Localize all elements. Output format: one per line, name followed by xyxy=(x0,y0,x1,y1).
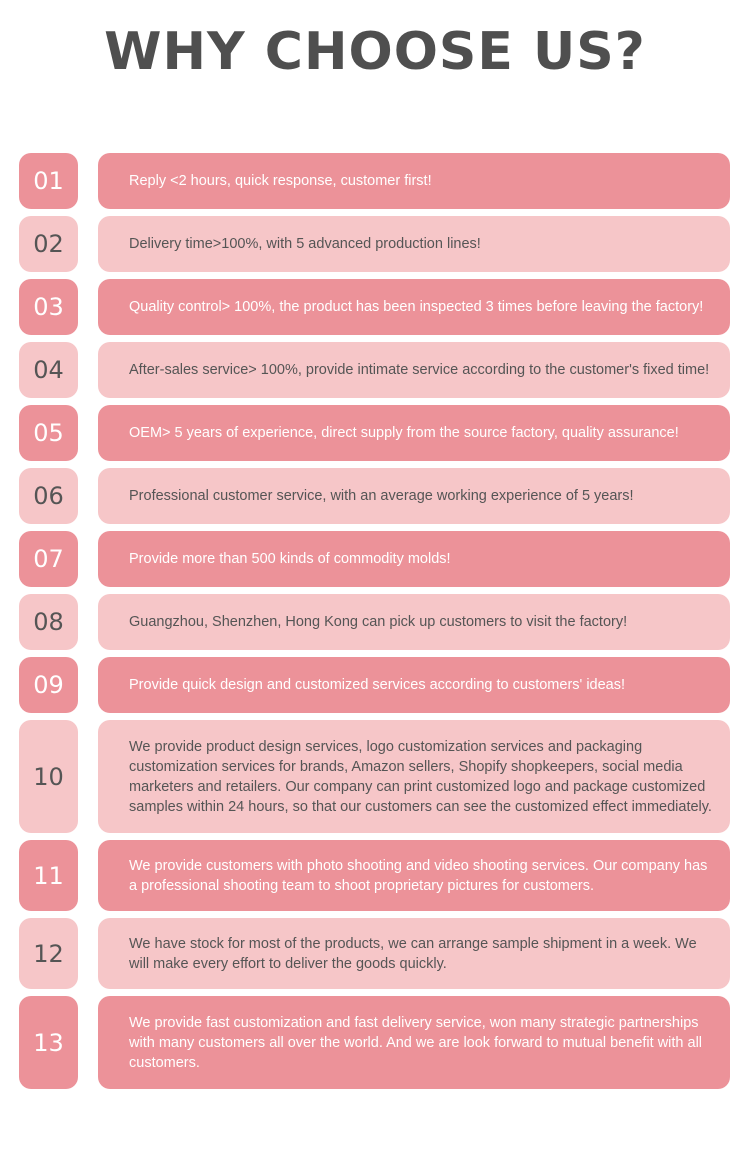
item-number: 08 xyxy=(19,594,78,650)
item-number: 07 xyxy=(19,531,78,587)
list-item xyxy=(19,216,730,272)
item-number: 02 xyxy=(19,216,78,272)
item-text: Guangzhou, Shenzhen, Hong Kong can pick up customers to visit the factory! xyxy=(98,594,730,650)
item-number: 10 xyxy=(19,720,78,833)
item-text: Professional customer service, with an average working experience of 5 years! xyxy=(98,468,730,524)
item-text: Provide more than 500 kinds of commodity molds! xyxy=(98,531,730,587)
item-number: 13 xyxy=(19,996,78,1089)
item-text: Reply <2 hours, quick response, customer first! xyxy=(98,153,730,209)
item-number: 03 xyxy=(19,279,78,335)
item-number: 01 xyxy=(19,153,78,209)
item-text: We provide product design services, logo customization services and packaging customization services for brands, Amazon sellers, Shopify shopkeepers, social media marketers and retailers. Our company can print customized logo and package customized samples within 24 hours, so that our customers can see the customized effect immediately. xyxy=(98,720,730,833)
item-text: After-sales service> 100%, provide intimate service according to the customer's fixed time! xyxy=(98,342,730,398)
page-title: WHY CHOOSE US? xyxy=(104,22,646,82)
reasons-list xyxy=(19,153,730,1096)
item-number: 11 xyxy=(19,840,78,911)
item-text: We provide fast customization and fast delivery service, won many strategic partnerships with many customers all over the world. And we are look forward to mutual benefit with all customers. xyxy=(98,996,730,1089)
item-text: Provide quick design and customized services according to customers' ideas! xyxy=(98,657,730,713)
list-item xyxy=(19,531,730,587)
item-number: 12 xyxy=(19,918,78,989)
item-text: OEM> 5 years of experience, direct supply from the source factory, quality assurance! xyxy=(98,405,730,461)
list-item xyxy=(19,279,730,335)
item-number: 06 xyxy=(19,468,78,524)
item-number: 09 xyxy=(19,657,78,713)
list-item xyxy=(19,342,730,398)
list-item xyxy=(19,657,730,713)
item-text: We have stock for most of the products, we can arrange sample shipment in a week. We will make every effort to deliver the goods quickly. xyxy=(98,918,730,989)
item-text: Quality control> 100%, the product has been inspected 3 times before leaving the factory! xyxy=(98,279,730,335)
list-item xyxy=(19,918,730,989)
item-text: Delivery time>100%, with 5 advanced production lines! xyxy=(98,216,730,272)
item-number: 04 xyxy=(19,342,78,398)
item-text: We provide customers with photo shooting and video shooting services. Our company has a professional shooting team to shoot proprietary pictures for customers. xyxy=(98,840,730,911)
list-item xyxy=(19,720,730,833)
list-item xyxy=(19,840,730,911)
list-item xyxy=(19,594,730,650)
list-item xyxy=(19,468,730,524)
list-item xyxy=(19,996,730,1089)
list-item xyxy=(19,405,730,461)
list-item xyxy=(19,153,730,209)
item-number: 05 xyxy=(19,405,78,461)
